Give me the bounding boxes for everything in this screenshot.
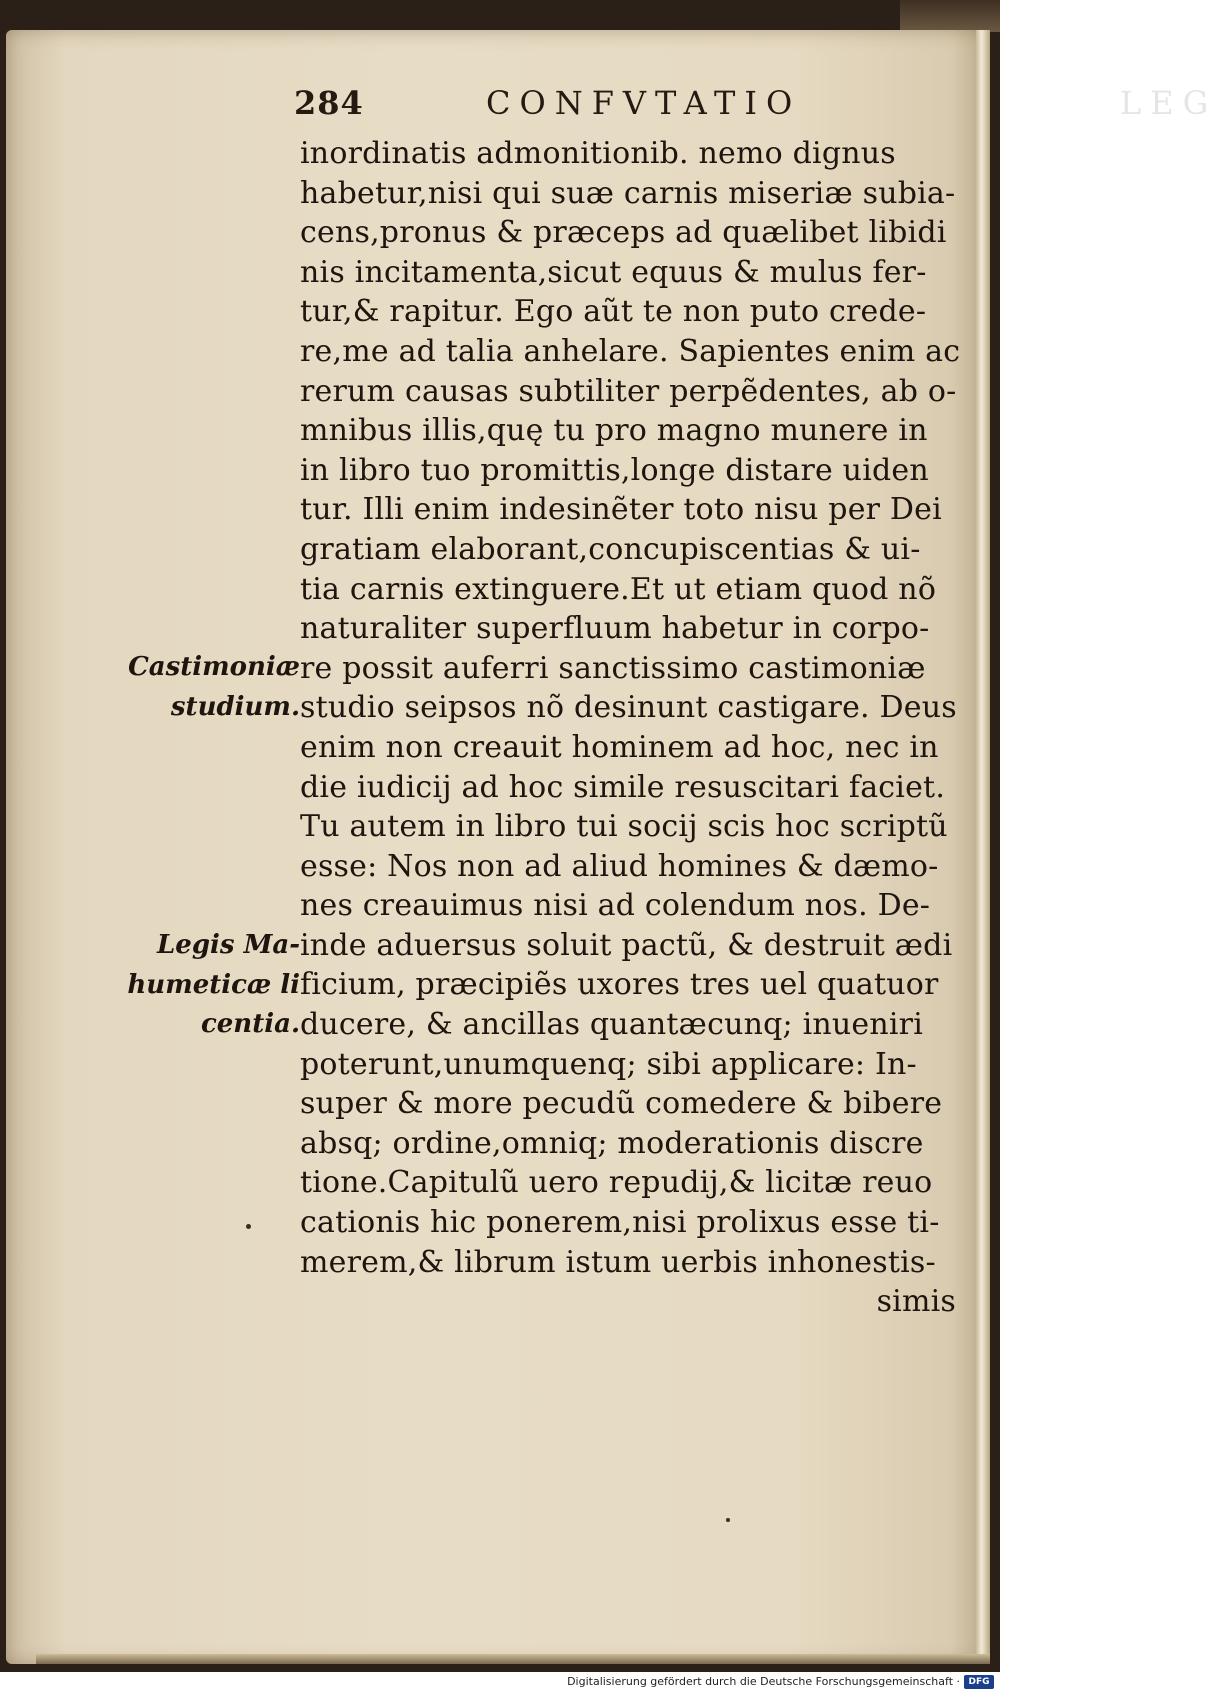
text-line: nes creauimus nisi ad colendum nos. De- [300,888,931,924]
text-line: inde aduersus soluit pactũ, & destruit ædi [300,927,953,963]
page-edge-right [976,30,990,1664]
text-line: in libro tuo promittis,longe distare uiden [300,452,929,488]
marginal-note-line: humeticæ li [127,969,300,1000]
facing-title-fragment: LEG [1120,84,1217,122]
text-line: absq; ordine,omniq; moderationis discre [300,1125,924,1161]
text-line: Tu autem in libro tui socij scis hoc scriptũ [300,809,948,845]
text-line: cationis hic ponerem,nisi prolixus esse ti- [300,1205,940,1241]
text-line: die iudicij ad hoc simile resuscitari faciet. [300,769,946,805]
text-line: inordinatis admonitionib. nemo dignus [300,136,896,171]
text-line: habetur,nisi qui suæ carnis miseriæ subia- [300,175,956,211]
marginal-note-line: Castimoniæ [128,652,300,682]
funding-credit: Digitalisierung gefördert durch die Deutsche Forschungsgemeinschaft · [567,1675,960,1688]
page-number: 284 [294,84,364,122]
page-header [290,84,1217,124]
text-line: gratiam elaborant,concupiscentias & ui- [300,531,921,567]
text-line: mnibus illis,quę tu pro magno munere in [300,413,928,449]
page-edge-bottom [36,1654,990,1664]
text-line: re,me ad talia anhelare. Sapientes enim ac [300,333,961,369]
text-line: tur. Illi enim indesinẽter toto nisu per Dei [300,492,942,528]
text-line: ficium, præcipiẽs uxores tres uel quatuor [300,967,939,1003]
text-line: tur,& rapitur. Ego aũt te non puto crede- [300,294,927,330]
dfg-logo: DFG [964,1675,994,1689]
text-line: super & more pecudũ comedere & bibere [300,1086,943,1122]
running-title: CONFVTATIO [486,84,802,122]
text-line: ducere, & ancillas quantæcunq; inueniri [300,1007,924,1043]
body-text [300,134,960,1322]
text-line: cens,pronus & præceps ad quælibet libidi [300,215,947,251]
marginal-note-legis [127,926,300,1045]
text-line: esse: Nos non ad aliud homines & dæmo- [300,848,939,884]
text-line: rerum causas subtiliter perpẽdentes, ab o- [300,373,957,409]
text-line: re possit auferri sanctissimo castimoniæ [300,650,926,686]
ink-speck [246,1224,251,1229]
marginal-note-line: studium. [170,691,300,722]
digitization-footer [0,1672,1000,1693]
text-line: tia carnis extinguere.Et ut etiam quod nõ [300,571,937,607]
marginal-note-line: centia. [200,1009,300,1040]
text-line: merem,& librum istum uerbis inhonestis- [300,1244,936,1280]
catchword: simis [876,1284,956,1320]
text-line: poterunt,unumquenq; sibi applicare: In- [300,1046,917,1082]
text-line: naturaliter superfluum habetur in corpo- [300,611,930,647]
marginal-note-castimoniae [128,648,300,727]
marginal-note-line: Legis Ma- [157,930,300,960]
book-shadow-top [900,0,1000,32]
text-line: nis incitamenta,sicut equus & mulus fer- [300,254,927,290]
text-line: tione.Capitulũ uero repudij,& licitæ reuo [300,1165,933,1201]
text-line: studio seipsos nõ desinunt castigare. Deus [300,690,957,726]
ink-speck [726,1518,730,1522]
text-line: enim non creauit hominem ad hoc, nec in [300,729,939,765]
